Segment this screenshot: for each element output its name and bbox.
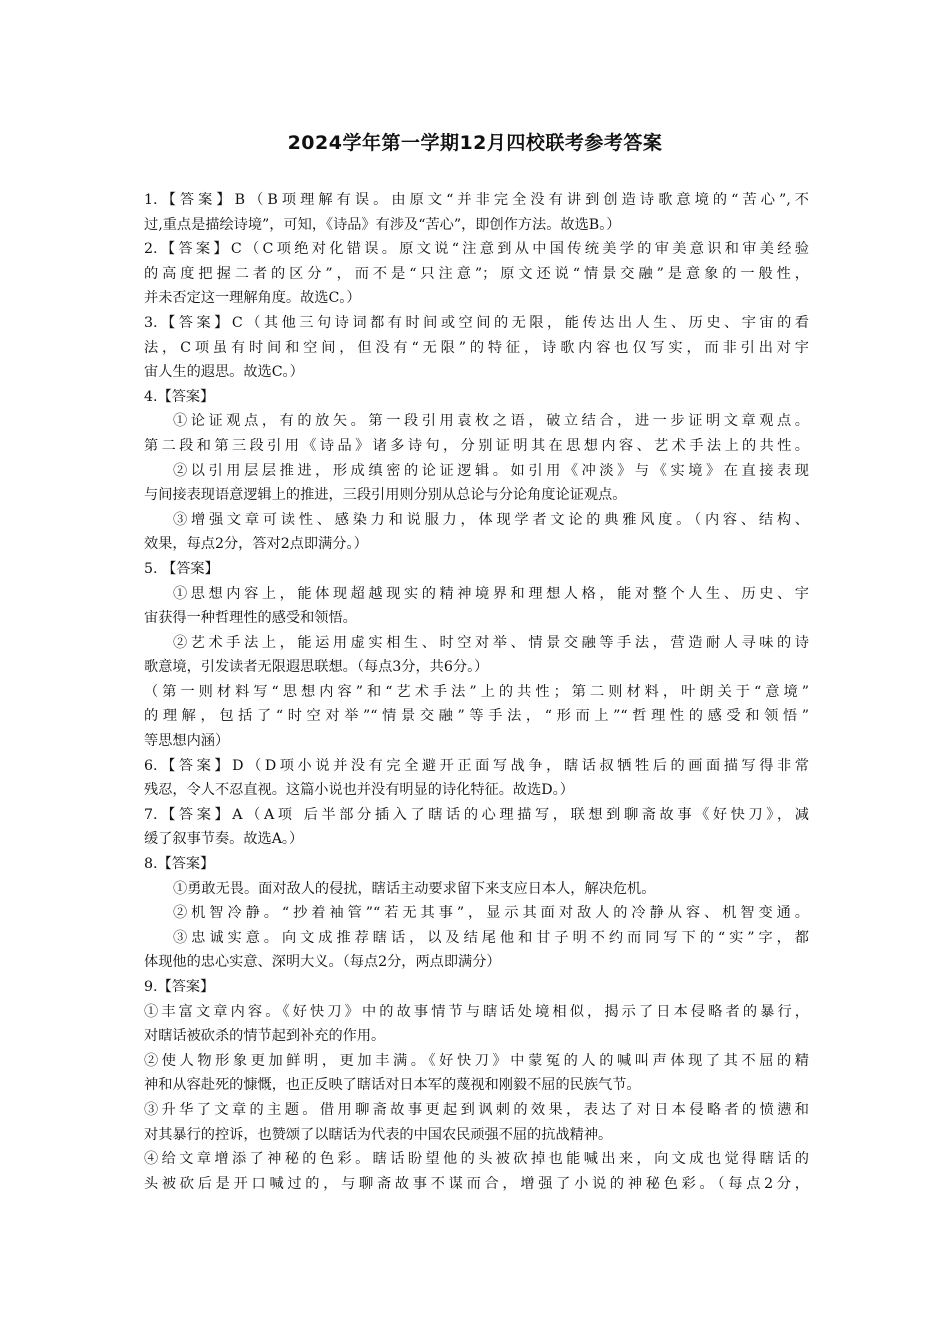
text-line: 9.【答案】: [144, 979, 215, 995]
text-line: ②艺术手法上，能运用虚实相生、时空对举、情景交融等手法，营造耐人寻味的诗: [173, 634, 809, 651]
text-line: 歌意境，引发读者无限遐思联想。（每点3分，共6分。）: [144, 659, 489, 676]
text-line: ①论证观点，有的放矢。第一段引用袁枚之语，破立结合，进一步证明文章观点。: [173, 413, 809, 430]
text-line: 残忍，令人不忍直视。这篇小说也并没有明显的诗化特征。故选D。）: [144, 782, 574, 799]
text-line: 2.【答案】C（C项绝对化错误。原文说“注意到从中国传统美学的审美意识和审美经验: [144, 241, 809, 258]
text-line: ③忠诚实意。向文成推荐瞎话，以及结尾他和甘子明不约而同写下的“实”字，都: [173, 929, 809, 946]
text-line: ②使人物形象更加鲜明，更加丰满。《好快刀》中蒙冤的人的喊叫声体现了其不屈的精: [144, 1052, 809, 1069]
text-line: ①丰富文章内容。《好快刀》中的故事情节与瞎话处境相似，揭示了日本侵略者的暴行，: [144, 1003, 809, 1020]
text-line: 6.【答案】D（D项小说并没有完全避开正面写战争，瞎话叔牺牲后的画面描写得非常: [144, 757, 809, 774]
text-line: 过,重点是描绘诗境”，可知，《诗品》有涉及“苦心”，即创作方法。故选B。）: [144, 216, 621, 233]
text-line: 缓了叙事节奏。故选A。）: [144, 831, 304, 848]
text-line: ①思想内容上，能体现超越现实的精神境界和理想人格，能对整个人生、历史、宇: [173, 585, 809, 602]
text-line: （第一则材料写“思想内容”和“艺术手法”上的共性；第二则材料，叶朗关于“意境”: [144, 683, 809, 700]
text-line: 5. 【答案】: [144, 560, 219, 577]
text-line: 7.【答案】A（A项 后半部分插入了瞎话的心理描写，联想到聊斋故事《好快刀》，减: [144, 806, 809, 823]
text-line: 的理解，包括了“时空对举”“情景交融”等手法，“形而上”“哲理性的感受和领悟”: [144, 708, 809, 725]
text-line: 3.【答案】C（其他三句诗词都有时间或空间的无限，能传达出人生、历史、宇宙的看: [144, 314, 809, 331]
text-line: 的高度把握二者的区分”，而不是“只注意”；原文还说“情景交融”是意象的一般性，: [144, 265, 809, 282]
text-line: 8.【答案】: [144, 856, 215, 873]
text-line: 对瞎话被砍杀的情节起到补充的作用。: [144, 1028, 386, 1045]
text-line: 体现他的忠心实意、深明大义。（每点2分，两点即满分）: [144, 954, 501, 971]
text-line: ①勇敢无畏。面对敌人的侵扰，瞎话主动要求留下来支应日本人，解决危机。: [173, 880, 656, 897]
text-line: ③升华了文章的主题。借用聊斋故事更起到讽刺的效果，表达了对日本侵略者的愤懑和: [144, 1101, 809, 1118]
text-line: 对其暴行的控诉，也赞颂了以瞎话为代表的中国农民顽强不屈的抗战精神。: [144, 1126, 613, 1143]
text-line: 宙人生的遐思。故选C。）: [144, 364, 304, 381]
text-line: 宙获得一种哲理性的感受和领悟。: [144, 610, 357, 627]
text-line: 效果，每点2分，答对2点即满分。）: [144, 536, 368, 553]
text-line: 并未否定这一理解角度。故选C。）: [144, 290, 361, 307]
text-line: 法，C项虽有时间和空间，但没有“无限”的特征，诗歌内容也仅写实，而非引出对宇: [144, 339, 809, 356]
answer-body: [144, 188, 809, 1196]
text-line: 与间接表现语意逻辑上的推进，三段引用则分别从总论与分论角度论证观点。: [144, 487, 627, 504]
text-line: ③增强文章可读性、感染力和说服力，体现学者文论的典雅风度。（内容、结构、: [173, 511, 809, 528]
text-line: ②机智冷静。“抄着袖管”“若无其事”，显示其面对敌人的冷静从容、机智变通。: [173, 905, 809, 922]
text-line: 头被砍后是开口喊过的，与聊斋故事不谋而合，增强了小说的神秘色彩。（每点2分，: [144, 1175, 809, 1192]
page-title: 2024学年第一学期12月四校联考参考答案: [287, 132, 663, 154]
text-line: ②以引用层层推进，形成缜密的论证逻辑。如引用《冲淡》与《实境》在直接表现: [173, 462, 809, 479]
text-line: 4.【答案】: [144, 388, 215, 405]
text-line: ④给文章增添了神秘的色彩。瞎话盼望他的头被砍掉也能喊出来，向文成也觉得瞎话的: [144, 1151, 809, 1168]
text-line: 等思想内涵）: [144, 733, 230, 750]
text-line: 神和从容赴死的慷慨，也正反映了瞎话对日本军的蔑视和刚毅不屈的民族气节。: [144, 1077, 641, 1094]
text-line: 1.【答案】B（B项理解有误。由原文“并非完全没有讲到创造诗歌意境的“苦心”,不: [144, 192, 809, 208]
text-line: 第二段和第三段引用《诗品》诸多诗句，分别证明其在思想内容、艺术手法上的共性。: [144, 437, 809, 454]
